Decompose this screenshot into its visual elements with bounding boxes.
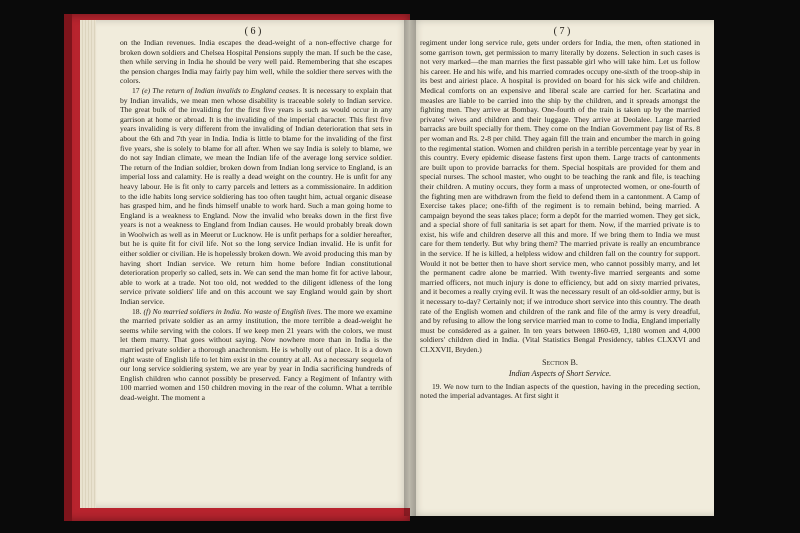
paragraph-18-title: (f) No married soldiers in India. No waste of English lives. (143, 306, 323, 316)
section-subheading: Indian Aspects of Short Service. (508, 369, 612, 379)
paragraph-19-body: We now turn to the Indian aspects of the question, having in the preceding section, noted the imperial advantages. At first sight it (420, 381, 701, 401)
book-cover-edge (64, 14, 72, 521)
book-gutter (404, 20, 416, 516)
section-heading: Section B. (542, 357, 578, 367)
right-continued-paragraph: regiment under long service rule, gets under orders for India, the men, often stationed in some garrison town, get permission to marry literally by dozens. Selection in such cases is not very marked—the man marries the first passable girl who will take him. Let us follow his career. He and his wife, and his married comrades occupy one-sixth of the troop-ship in its best and airiest place. A hospital is provided on board for his sick wife and children. Medical comforts on an expensive and liberal scale are carried for her. Scarlatina and measles are liable to be carried into the ship by the children, and it spreads amongst the fighting men. They arrive at Bombay. One-fourth of the train is taken up by the married privates' wives and children and their luggage. They arrive at Deolalee. Large married barracks are built specially for them. They come on the Indian Government pay list of Rs. 8 per woman and Rs. 2-8 per child. They again fill the train and encumber the march in going to the regimental station. Women and children perish in a terrible percentage year by year in this country. Every epidemic disease fastens first upon them. Large tracts of cantonments are built upon to provide barracks for them. Special hospitals are provided for them and special nurses. The school master, who ought to be teaching the rank and file, is teaching their children. A mutiny occurs, they form a mass of unprotected women, or one-fourth of the fighting men are withdrawn from the field to defend them in a cantonment. A Camp of Exercise takes place; one-fifth of the regiment is to remain behind, being married. A campaign beyond the seas takes place; form a depôt for the married women. They get sick, and a special shore of full sanitaria is set apart for them. Now, if the married private is to exist, his wife and children deserve all this and more. If we bring them to India we must care for them tenderly. But why bring them? The married private is really an encumbrance in the service. If he is killed, a helpless widow and children fall on the country for support. Would it not be better then to have short service men, who cannot possibly marry, and let the permanent cadre alone be married. With twenty-five married sergeants and some married officers, not much injury is done to efficiency, but add on sixty married privates, and it becomes a really crying evil. It was the necessary result of an old-soldier army, but is it necessary to-day? Certainly not; if we introduce short service into this country. The death rate of the English women and children of the rank and file of the army is very dreadful, and by refusing to allow the long service married man to come to India, England imperially must be considered as a gainer. In ten years between 1860-69, 1,180 women and 4,000 soldiers' children died in India. (Vital Statistics Bengal Presidency, tables CLXXVI and CLXXVII, Bryden.) (420, 38, 700, 354)
left-page-number: ( 6 ) (244, 26, 262, 37)
paragraph-17-number: 17 (132, 85, 140, 95)
right-page-number: ( 7 ) (553, 26, 571, 37)
paragraph-17 (120, 86, 392, 307)
paragraph-17-body: It is necessary to explain that by Indian invalids, we mean men whose disability is traceable solely to Indian service. The great bulk of the invaliding for the first five years is such as would occur in any garrison at home or abroad. It is the invaliding of the imperial character. This first five years invaliding is very different from the invaliding of Indian deterioration that sets in about the 6th and 7th year in India. India is little to blame for the invaliding of the first five years, she is solely to blame for all after. When we say India is solely to blame, we do not say Indian climate, we mean the Indian life of the average long service soldier. The return of the Indian soldier, broken down from Indian long service to England, is an imperial loss and calamity. He is really a dead weight on the country. He is unfit for any heavy labour. He is fit only to carry parcels and letters as a commissionaire. In addition to the idle habits long service soldiering has too often taught him, actual organic disease has grasped him, and he finds himself unable to work hard. Such a man going home to England is a weakness to England. Now the invalid who breaks down in the first five years is not a weakness to England from Indian causes. He would probably break down in Woolwich as well as in Meerut or Lucknow. He is unfit perhaps for a soldier hereafter, but he is quite fit for civil life. Not so the long service Indian invalid. He is unfit for either soldier or civilian. He is hopelessly broken down. We avoid producing this man by having short Indian service. We return him home before Indian constitutional deterioration properly so called, sets in. We can send the man home fit for active labour, able to work at a trade. Not too old, not wedded to the diligent idleness of the long service private soldiers' life and on this account we say England would gain by short Indian service. (120, 85, 392, 307)
left-page-text (120, 38, 392, 403)
paragraph-18-body: The more we examine the married private soldier as an army institution, the more terrible a dead-weight he seems while serving with the colors. If we keep men 21 years with the colors, we must let them marry. That goes without saying. Now nowhere more than in India is the married private soldier a thorough anachronism. He is wholly out of place. It is a down right waste of English life to let him exist in the country at all. As a necessary sequela of our long service soldiering system, we are year by year in India sacrificing hundreds of English children who cannot possibly be preserved. Fancy a Regiment of Infantry with 100 married women and 150 children moving in the rear of the column. What a terrible dead-weight. The moment a (120, 306, 393, 402)
left-intro-paragraph: on the Indian revenues. India escapes the dead-weight of a non-effective charge for broken down soldiers and Chelsea Hospital Pensions supply the man. If such be the case, then while serving in India he should be very well paid. Remembering that she escapes the pension charges India may fairly pay him well, while the soldier there serves with the colors. (120, 38, 392, 86)
paragraph-18 (120, 307, 392, 403)
right-page-text (420, 38, 700, 401)
right-page (410, 20, 714, 516)
paragraph-19-number: 19. (432, 381, 442, 391)
left-page (96, 20, 410, 508)
paragraph-19 (420, 382, 700, 401)
paragraph-18-number: 18. (132, 306, 142, 316)
paragraph-17-title: (e) The return of Indian invalids to England ceases. (141, 85, 301, 95)
